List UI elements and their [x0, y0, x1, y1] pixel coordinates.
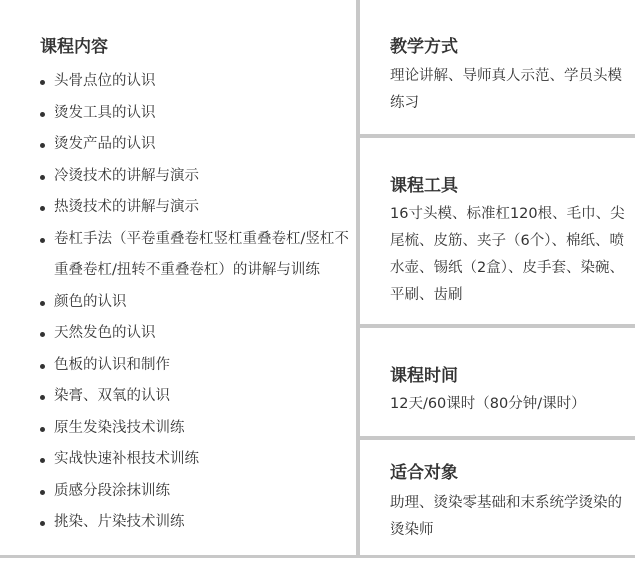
- bullet-icon: [40, 175, 45, 180]
- section-divider: [360, 436, 635, 440]
- bullet-icon: [40, 332, 45, 337]
- list-item: [40, 287, 352, 319]
- list-item: [40, 98, 352, 130]
- list-item: [40, 350, 352, 382]
- section-divider: [360, 134, 635, 138]
- bullet-icon: [40, 427, 45, 432]
- list-item-text: 热烫技术的讲解与演示: [54, 199, 199, 215]
- list-item: [40, 318, 352, 350]
- list-item: [40, 476, 352, 508]
- bullet-icon: [40, 395, 45, 400]
- course-tools-section: [360, 138, 635, 324]
- bullet-icon: [40, 112, 45, 117]
- list-item: [40, 444, 352, 476]
- bullet-icon: [40, 490, 45, 495]
- bullet-icon: [40, 143, 45, 148]
- bullet-icon: [40, 206, 45, 211]
- list-item-text: 烫发工具的认识: [54, 104, 156, 121]
- target-audience-title: 适合对象: [390, 463, 458, 483]
- bullet-icon: [40, 458, 45, 463]
- course-time-title: 课程时间: [390, 366, 458, 386]
- list-item-text: 卷杠手法（平卷重叠卷杠竖杠重叠卷杠/竖杠不重叠卷杠/扭转不重叠卷杠）的讲解与训练: [54, 230, 349, 278]
- list-item: [40, 161, 352, 193]
- teaching-method-section: [360, 0, 635, 134]
- list-item: [40, 66, 352, 98]
- list-item: [40, 129, 352, 161]
- list-item: [40, 381, 352, 413]
- list-item-text: 实战快速补根技术训练: [54, 451, 199, 467]
- list-item-text: 质感分段涂抹训练: [54, 482, 170, 499]
- target-audience-body: 助理、烫染零基础和末系统学烫染的烫染师: [390, 495, 622, 538]
- teaching-method-title: 教学方式: [390, 37, 458, 57]
- bullet-icon: [40, 238, 45, 243]
- bullet-icon: [40, 80, 45, 85]
- bullet-icon: [40, 521, 45, 526]
- list-item: [40, 192, 352, 224]
- list-item-text: 原生发染浅技术训练: [54, 419, 185, 436]
- course-time-body: 12天/60课时（80分钟/课时）: [390, 396, 586, 412]
- course-content-list: [40, 66, 352, 539]
- teaching-method-body: 理论讲解、导师真人示范、学员头模练习: [390, 68, 622, 111]
- list-item-text: 色板的认识和制作: [54, 356, 170, 373]
- list-item-text: 冷烫技术的讲解与演示: [54, 167, 199, 184]
- target-audience-section: [360, 440, 635, 558]
- list-item-text: 染膏、双氧的认识: [54, 388, 170, 404]
- course-content-title: 课程内容: [40, 37, 108, 57]
- course-tools-body: 16寸头模、标准杠120根、毛巾、尖尾梳、皮筋、夹子（6个）、棉纸、喷水壶、锡纸（2盒）、皮手套、染碗、平刷、齿刷: [390, 206, 625, 303]
- list-item-text: 烫发产品的认识: [54, 136, 156, 152]
- course-info-panel: [360, 0, 635, 558]
- bottom-border: [0, 555, 635, 558]
- course-tools-title: 课程工具: [390, 176, 458, 196]
- bullet-icon: [40, 301, 45, 306]
- list-item-text: 天然发色的认识: [54, 325, 156, 341]
- bullet-icon: [40, 364, 45, 369]
- list-item-text: 挑染、片染技术训练: [54, 514, 185, 530]
- course-time-section: [360, 328, 635, 436]
- list-item: [40, 413, 352, 445]
- list-item: [40, 507, 352, 539]
- section-divider: [360, 324, 635, 328]
- list-item-text: 头骨点位的认识: [54, 73, 156, 89]
- list-item: [40, 224, 352, 287]
- list-item-text: 颜色的认识: [54, 293, 127, 310]
